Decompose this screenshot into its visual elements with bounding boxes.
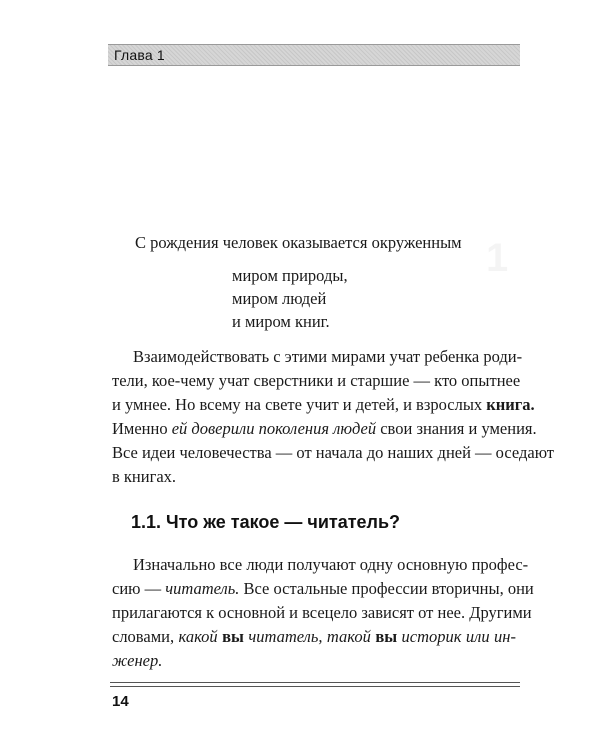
emphasis-historian: историк или ин-: [397, 627, 516, 646]
paragraph1-line1: Взаимодействовать с этими мирами учат ребенка роди-: [133, 347, 523, 366]
emphasis-generations: ей доверили поколения людей: [171, 419, 377, 438]
paragraph1-line2: тели, кое-чему учат сверстники и старшие — кто опытнее: [112, 371, 521, 390]
paragraph1-line4-text-c: свои знания и умения.: [376, 419, 537, 438]
intro-list-item-books: и миром книг.: [232, 312, 330, 331]
paragraph1-line6: в книгах.: [112, 467, 177, 486]
emphasis-you-2: вы: [375, 627, 398, 646]
emphasis-reader-such: читатель, такой: [243, 627, 376, 646]
paragraph1-line4-text-a: Именно: [112, 419, 172, 438]
page-number: 14: [112, 693, 129, 710]
paragraph2-line2-text-c: Все остальные профессии вторичны, они: [239, 579, 534, 598]
paragraph2-line5: [112, 651, 516, 671]
paragraph2-line2: [112, 579, 534, 599]
intro-list-item-people: миром людей: [232, 289, 327, 308]
paragraph2-line3: прилагаются к основной и всецело зависят от нее. Другими: [112, 603, 532, 622]
paragraph2-line4-text-a: словами,: [112, 627, 179, 646]
paragraph1-line5: Все идеи человечества — от начала до наших дней — оседают: [112, 443, 555, 462]
footer-rule-bottom: [110, 686, 520, 687]
emphasis-book: книга.: [486, 395, 535, 414]
emphasis-engineer: женер.: [112, 651, 163, 670]
intro-list-item-nature: миром природы,: [232, 266, 348, 285]
intro-lead: С рождения человек оказывается окруженным: [135, 233, 462, 252]
chapter-header-bar: [108, 44, 520, 66]
paragraph2-line4: [112, 627, 516, 647]
paragraph1-line3: [112, 395, 535, 415]
emphasis-you-1: вы: [222, 627, 244, 646]
footer-rule-top: [110, 682, 520, 683]
chapter-label: Глава 1: [114, 47, 165, 63]
paragraph1-line3-text: и умнее. Но всему на свете учит и детей, и взрослых: [112, 395, 487, 414]
emphasis-what-kind: какой: [178, 627, 223, 646]
chapter-number-watermark: 1: [486, 236, 509, 280]
section-heading: 1.1. Что же такое — читатель?: [131, 512, 401, 532]
emphasis-reader: читатель.: [165, 579, 240, 598]
paragraph2-line2-text-a: сию —: [112, 579, 166, 598]
paragraph2-line1: Изначально все люди получают одну основную профес-: [133, 555, 529, 574]
paragraph1-line4: [112, 419, 537, 439]
